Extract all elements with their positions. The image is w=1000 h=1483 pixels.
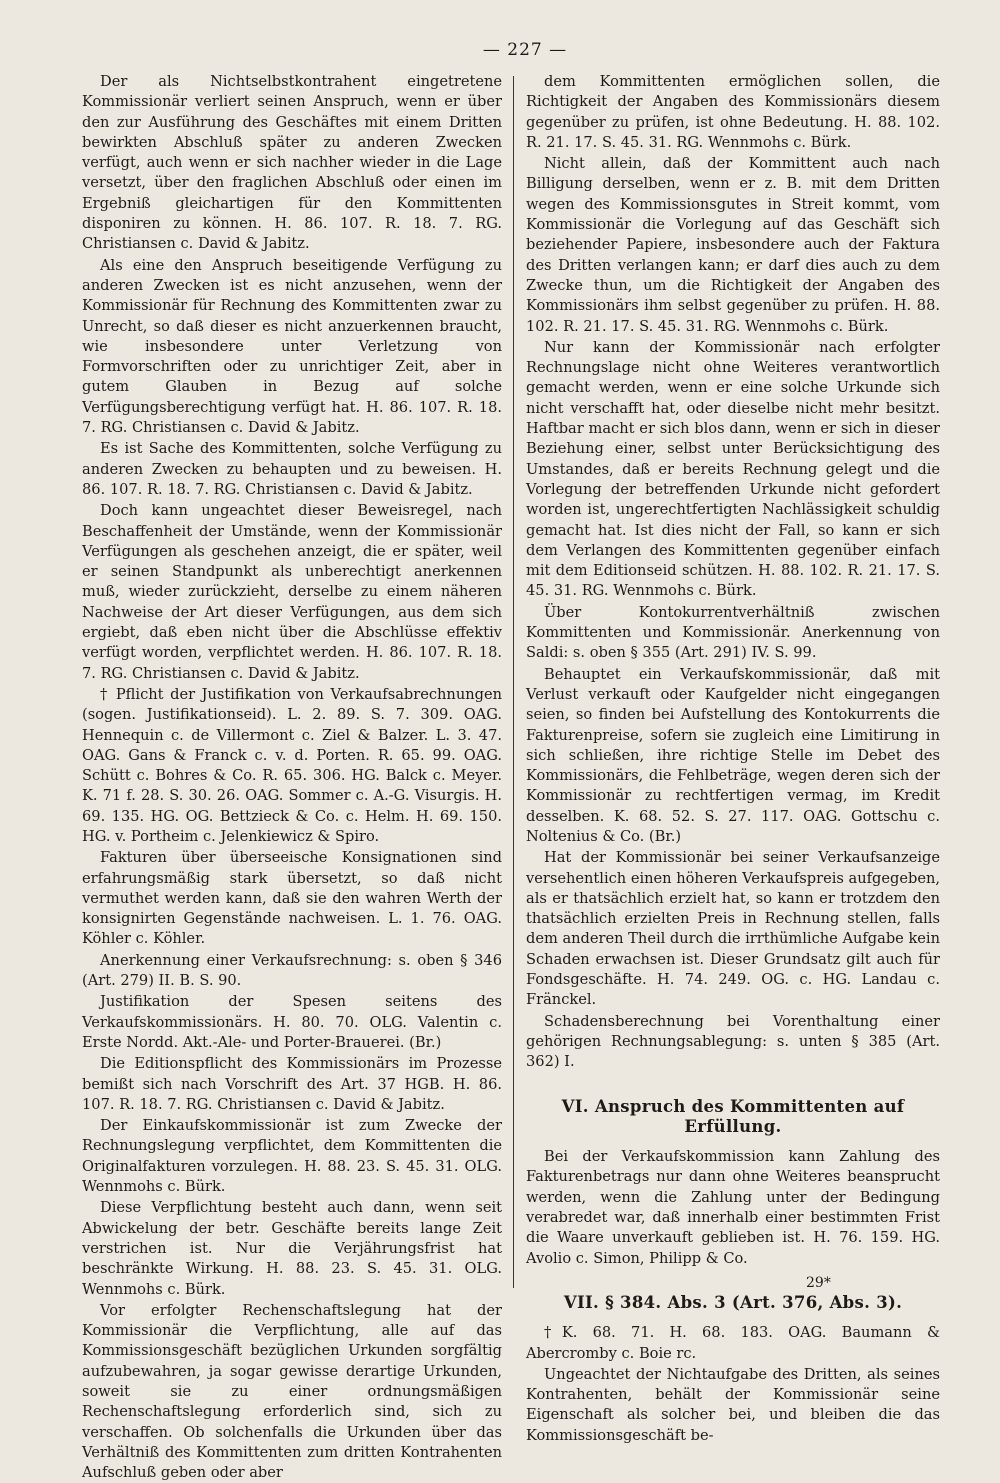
page-number: — 227 — <box>482 40 568 60</box>
paragraph: Als eine den Anspruch beseitigende Verfügung zu anderen Zwecken ist es nicht anzusehen, wenn der Kommissionär für Rechnung des Kommittenten zwar zu Unrecht, so daß dieser es nicht anzuerkennen braucht, wie insbesondere unter Verletzung von Formvorschriften oder zu unrichtiger Zeit, aber in gutem Glauben in Bezug auf solche Verfügungsberechtigung verfügt hat. H. 86. 107. R. 18. 7. RG. Christiansen c. David & Jabitz. <box>82 256 502 437</box>
paragraph: Der Einkaufskommissionär ist zum Zwecke der Rechnungslegung verpflichtet, dem Kommittenten die Originalfakturen vorzulegen. H. 88. 23. S. 45. 31. OLG. Wennmohs c. Bürk. <box>82 1117 502 1196</box>
paragraph: Bei der Verkaufskommission kann Zahlung des Fakturenbetrags nur dann ohne Weiteres beansprucht werden, wenn die Zahlung unter der Bedingung verabredet war, daß innerhalb einer bestimmten Frist die Waare unverkauft geblieben ist. H. 76. 159. HG. Avolio c. Simon, Philipp & Co. <box>526 1148 940 1267</box>
paragraph: †K. 68. 71. H. 68. 183. OAG. Baumann & Abercromby c. Boie rc. <box>526 1324 940 1362</box>
paragraph: Nur kann der Kommissionär nach erfolgter Rechnungslage nicht ohne Weiteres verantwortlich gemacht werden, wenn er eine solche Urkunde sich nicht verschafft hat, oder dieselbe nicht mehr besitzt. Haftbar macht er sich blos dann, wenn er sich in dieser Beziehung einer, selbst unter Berücksichtigung des Umstandes, daß er bereits Rechnung gelegt und die Vorlegung der betreffenden Urkunde nicht gefordert worden ist, ungerechtfertigten Nachlässigkeit schuldig gemacht hat. Ist dies nicht der Fall, so kann er sich dem Verlangen des Kommittenten gegenüber einfach mit dem Editionseid schützen. H. 88. 102. R. 21. 17. S. 45. 31. RG. Wennmohs c. Bürk. <box>526 338 940 600</box>
paragraph: Hat der Kommissionär bei seiner Verkaufsanzeige versehentlich einen höheren Verkaufspreis aufgegeben, als er thatsächlich erzielt hat, so kann er trotzdem den thatsächlich erzielten Preis in Rechnung stellen, falls dem anderen Theil durch die irrthümliche Aufgabe kein Schaden erwachsen ist. Dieser Grundsatz gilt auch für Fondsgeschäfte. H. 74. 249. OG. c. HG. Landau c. Fränckel. <box>526 849 940 1009</box>
paragraph: Es ist Sache des Kommittenten, solche Verfügung zu anderen Zwecken zu behaupten und zu beweisen. H. 86. 107. R. 18. 7. RG. Christiansen c. David & Jabitz. <box>82 440 502 498</box>
paragraph: Doch kann ungeachtet dieser Beweisregel, nach Beschaffenheit der Umstände, wenn der Kommissionär Verfügungen als geschehen anzeigt, die er später, weil er seinen Standpunkt als unberechtigt anerkennen muß, wieder zurückzieht, derselbe zu einem näheren Nachweise der Art dieser Verfügungen, aus dem sich ergiebt, daß eben nicht über die Abschlüsse effektiv verfügt worden, verpflichtet werden. H. 86. 107. R. 18. 7. RG. Christiansen c. David & Jabitz. <box>82 502 502 682</box>
paragraph: Nicht allein, daß der Kommittent auch nach Billigung derselben, wenn er z. B. mit dem Dritten wegen des Kommissionsgutes in Streit kommt, vom Kommissionär die Vorlegung auf das Geschäft sich beziehender Papiere, insbesondere auch der Faktura des Dritten verlangen kann; er darf dies auch zu dem Zwecke thun, um die Richtigkeit der Angaben des Kommissionärs ihm selbst gegenüber zu prüfen. H. 88. 102. R. 21. 17. S. 45. 31. RG. Wennmohs c. Bürk. <box>526 155 940 335</box>
paragraph: Schadensberechnung bei Vorenthaltung einer gehörigen Rechnungsablegung: s. unten § 385 (Art. 362) I. <box>526 1012 940 1071</box>
signature-mark: 29* <box>806 1275 831 1291</box>
paragraph: † Pflicht der Justifikation von Verkaufsabrechnungen (sogen. Justifikationseid). L. 2. 89. S. 7. 309. OAG. Hennequin c. de Villermont c. Ziel & Balzer. L. 3. 47. OAG. Gans & Franck c. v. d. Porten. R. 65. 99. OAG. Schütt c. Bohres & Co. R. 65. 306. HG. Balck c. Meyer. K. 71 f. 28. S. 30. 26. OAG. Sommer c. A.-G. Visurgis. H. 69. 135. HG. OG. Bettzieck & Co. c. Helm. H. 69. 150. HG. v. Portheim c. Jelenkiewicz & Spiro. <box>82 685 502 845</box>
paragraph: Vor erfolgter Rechenschaftslegung hat der Kommissionär die Verpflichtung, alle auf das Kommissionsgeschäft bezüglichen Urkunden sorgfältig aufzubewahren, ja sogar gewisse derartige Urkunden, soweit sie zu einer ordnungsmäßigen Rechenschaftslegung erforderlich sind, sich zu verschaffen. Ob solchenfalls die Urkunden über das Verhältniß des Kommittenten zum dritten Kontrahenten Aufschluß geben oder aber <box>82 1301 502 1482</box>
paragraph: Der als Nichtselbstkontrahent eingetretene Kommissionär verliert seinen Anspruch, wenn er über den zur Ausführung des Geschäftes mit einem Dritten bewirkten Abschluß später zu anderen Zwecken verfügt, auch wenn er sich nachher wieder in die Lage versetzt, über den fraglichen Abschluß oder einen im Ergebniß gleichartigen für den Kommittenten disponiren zu können. H. 86. 107. R. 18. 7. RG. Christiansen c. David & Jabitz. <box>82 73 502 253</box>
section-heading-vii: VII. § 384. Abs. 3 (Art. 376, Abs. 3). <box>563 1292 903 1312</box>
paragraph: Behauptet ein Verkaufskommissionär, daß mit Verlust verkauft oder Kaufgelder nicht eingegangen seien, so finden bei Aufstellung des Kontokurrents die Fakturenpreise, sofern sie zugleich eine Limitirung in sich schließen, ihre richtige Stelle im Debet des Kommissionärs, die Fehlbeträge, wegen deren sich der Kommissionär zu rechtfertigen vermag, im Kredit desselben. K. 68. 52. S. 27. 117. OAG. Gottschu c. Noltenius & Co. (Br.) <box>526 665 940 845</box>
paragraph: Die Editionspflicht des Kommissionärs im Prozesse bemißt sich nach Vorschrift des Art. 37 HGB. H. 86. 107. R. 18. 7. RG. Christiansen c. David & Jabitz. <box>82 1055 502 1113</box>
section-heading-vi: VI. Anspruch des Kommittenten auf Erfüllung. <box>561 1096 905 1136</box>
paragraph: dem Kommittenten ermöglichen sollen, die Richtigkeit der Angaben des Kommissionärs diesem gegenüber zu prüfen, ist ohne Bedeutung. H. 88. 102. R. 21. 17. S. 45. 31. RG. Wennmohs c. Bürk. <box>526 73 940 151</box>
paragraph: Anerkennung einer Verkaufsrechnung: s. oben § 346 (Art. 279) II. B. S. 90. <box>82 951 502 990</box>
paragraph: Diese Verpflichtung besteht auch dann, wenn seit Abwickelung der betr. Geschäfte bereits lange Zeit verstrichen ist. Nur die Verjährungsfrist hat beschränkte Wirkung. H. 88. 23. S. 45. 31. OLG. Wennmohs c. Bürk. <box>82 1199 502 1298</box>
right-column <box>526 72 940 1444</box>
paragraph: Fakturen über überseeische Konsignationen sind erfahrungsmäßig stark übersetzt, so daß nicht vermuthet werden kann, daß sie den wahren Werth der konsignirten Gegenstände nachweisen. L. 1. 76. OAG. Köhler c. Köhler. <box>82 849 502 948</box>
paragraph: Über Kontokurrentverhältniß zwischen Kommittenten und Kommissionär. Anerkennung von Saldi: s. oben § 355 (Art. 291) IV. S. 99. <box>526 603 940 662</box>
left-column <box>82 72 502 1482</box>
column-divider <box>513 76 514 1288</box>
paragraph: Justifikation der Spesen seitens des Verkaufskommissionärs. H. 80. 70. OLG. Valentin c. Erste Nordd. Akt.-Ale- und Porter-Brauerei. (Br.) <box>82 993 502 1051</box>
paragraph: Ungeachtet der Nichtaufgabe des Dritten, als seines Kontrahenten, behält der Kommissionär seine Eigenschaft als solcher bei, und bleiben die das Kommissionsgeschäft be- <box>526 1365 940 1444</box>
